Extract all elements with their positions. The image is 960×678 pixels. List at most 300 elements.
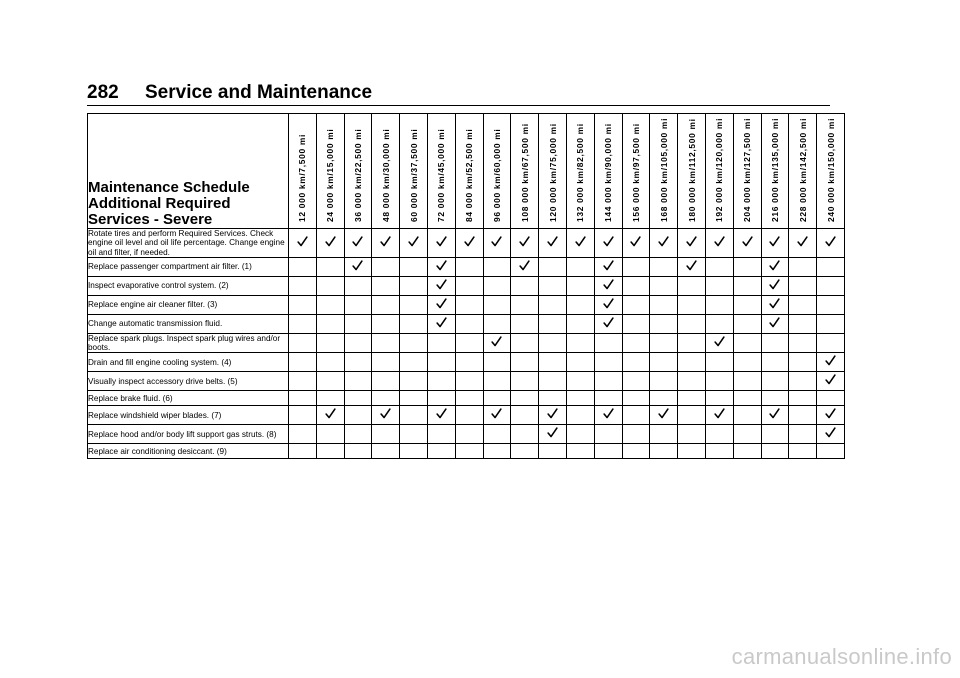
schedule-cell (289, 391, 317, 406)
mileage-column-header (427, 114, 455, 229)
table-body (88, 229, 845, 459)
schedule-cell (761, 353, 789, 372)
schedule-cell (650, 229, 678, 258)
schedule-cell (427, 333, 455, 353)
schedule-cell (372, 276, 400, 295)
schedule-cell (594, 425, 622, 444)
schedule-cell (427, 372, 455, 391)
schedule-cell (650, 257, 678, 276)
service-description: Change automatic transmission fluid. (88, 314, 289, 333)
schedule-cell (511, 276, 539, 295)
check-mark-icon (825, 236, 836, 247)
schedule-cell (566, 333, 594, 353)
schedule-cell (427, 406, 455, 425)
check-mark-icon (380, 408, 391, 419)
schedule-cell (511, 314, 539, 333)
schedule-cell (733, 391, 761, 406)
schedule-cell (622, 391, 650, 406)
schedule-cell (789, 353, 817, 372)
schedule-cell (705, 333, 733, 353)
schedule-cell (566, 314, 594, 333)
schedule-cell (817, 314, 845, 333)
schedule-cell (483, 314, 511, 333)
mileage-column-header (316, 114, 344, 229)
table-row (88, 425, 845, 444)
check-mark-icon (603, 298, 614, 309)
mileage-column-header (817, 114, 845, 229)
check-mark-icon (547, 236, 558, 247)
schedule-cell (427, 229, 455, 258)
check-mark-icon (436, 236, 447, 247)
schedule-cell (678, 333, 706, 353)
page-number: 282 (87, 82, 119, 103)
schedule-cell (594, 372, 622, 391)
schedule-cell (566, 276, 594, 295)
check-mark-icon (297, 236, 308, 247)
schedule-cell (622, 406, 650, 425)
schedule-cell (817, 406, 845, 425)
schedule-cell (817, 295, 845, 314)
schedule-cell (733, 295, 761, 314)
schedule-cell (594, 295, 622, 314)
check-mark-icon (408, 236, 419, 247)
check-mark-icon (436, 317, 447, 328)
schedule-cell (650, 425, 678, 444)
check-mark-icon (352, 236, 363, 247)
schedule-cell (372, 333, 400, 353)
check-mark-icon (603, 279, 614, 290)
table-title-line: Additional Required (88, 195, 231, 212)
schedule-cell (622, 353, 650, 372)
mileage-label: 180 000 km/112,500 mi (686, 118, 697, 222)
schedule-cell (733, 444, 761, 459)
schedule-cell (400, 406, 428, 425)
mileage-label: 216 000 km/135,000 mi (769, 117, 780, 222)
mileage-column-header (789, 114, 817, 229)
schedule-cell (594, 314, 622, 333)
check-mark-icon (325, 236, 336, 247)
maintenance-schedule-table (87, 113, 845, 459)
schedule-cell (372, 257, 400, 276)
table-row (88, 406, 845, 425)
schedule-cell (678, 372, 706, 391)
mileage-label: 24 000 km/15,000 mi (325, 128, 336, 222)
check-mark-icon (491, 408, 502, 419)
schedule-cell (705, 229, 733, 258)
check-mark-icon (603, 408, 614, 419)
mileage-column-header (483, 114, 511, 229)
schedule-cell (427, 295, 455, 314)
schedule-cell (455, 372, 483, 391)
schedule-cell (344, 295, 372, 314)
check-mark-icon (547, 408, 558, 419)
mileage-label: 72 000 km/45,000 mi (436, 128, 447, 222)
schedule-cell (427, 257, 455, 276)
schedule-cell (316, 353, 344, 372)
check-mark-icon (658, 408, 669, 419)
schedule-cell (344, 229, 372, 258)
schedule-cell (733, 406, 761, 425)
table-row (88, 353, 845, 372)
table-row (88, 333, 845, 353)
mileage-column-header (455, 114, 483, 229)
mileage-column-header (622, 114, 650, 229)
schedule-cell (400, 276, 428, 295)
schedule-cell (650, 372, 678, 391)
mileage-label: 240 000 km/150,000 mi (825, 117, 836, 222)
check-mark-icon (464, 236, 475, 247)
schedule-cell (539, 372, 567, 391)
schedule-cell (400, 295, 428, 314)
schedule-cell (789, 314, 817, 333)
table-row (88, 257, 845, 276)
check-mark-icon (714, 336, 725, 347)
schedule-cell (650, 276, 678, 295)
table-title (88, 114, 289, 229)
schedule-cell (789, 276, 817, 295)
schedule-cell (539, 444, 567, 459)
schedule-cell (622, 295, 650, 314)
schedule-cell (372, 406, 400, 425)
service-description: Replace windshield wiper blades. (7) (88, 406, 289, 425)
schedule-cell (400, 425, 428, 444)
check-mark-icon (658, 236, 669, 247)
check-mark-icon (491, 236, 502, 247)
schedule-cell (316, 257, 344, 276)
mileage-column-header (705, 114, 733, 229)
schedule-cell (566, 406, 594, 425)
check-mark-icon (575, 236, 586, 247)
schedule-cell (344, 353, 372, 372)
service-description: Visually inspect accessory drive belts. (5) (88, 372, 289, 391)
schedule-cell (427, 425, 455, 444)
schedule-cell (427, 444, 455, 459)
schedule-cell (316, 295, 344, 314)
schedule-cell (566, 257, 594, 276)
schedule-cell (817, 276, 845, 295)
schedule-cell (789, 295, 817, 314)
mileage-label: 96 000 km/60,000 mi (491, 128, 502, 222)
schedule-cell (566, 295, 594, 314)
check-mark-icon (825, 408, 836, 419)
schedule-cell (761, 314, 789, 333)
schedule-cell (539, 295, 567, 314)
check-mark-icon (436, 260, 447, 271)
schedule-cell (344, 257, 372, 276)
schedule-cell (594, 391, 622, 406)
schedule-cell (622, 314, 650, 333)
page-header (87, 82, 372, 106)
schedule-cell (789, 257, 817, 276)
table-row (88, 372, 845, 391)
schedule-cell (733, 372, 761, 391)
schedule-cell (344, 372, 372, 391)
schedule-cell (789, 425, 817, 444)
schedule-cell (483, 257, 511, 276)
schedule-cell (566, 444, 594, 459)
mileage-column-header (678, 114, 706, 229)
check-mark-icon (603, 260, 614, 271)
schedule-cell (678, 406, 706, 425)
schedule-cell (622, 444, 650, 459)
schedule-cell (344, 406, 372, 425)
schedule-cell (650, 314, 678, 333)
schedule-cell (289, 314, 317, 333)
schedule-cell (372, 353, 400, 372)
check-mark-icon (519, 260, 530, 271)
schedule-cell (761, 276, 789, 295)
schedule-cell (789, 372, 817, 391)
schedule-cell (650, 391, 678, 406)
check-mark-icon (769, 408, 780, 419)
schedule-cell (650, 295, 678, 314)
schedule-cell (705, 444, 733, 459)
check-mark-icon (603, 236, 614, 247)
schedule-cell (705, 257, 733, 276)
schedule-cell (761, 406, 789, 425)
check-mark-icon (380, 236, 391, 247)
check-mark-icon (325, 408, 336, 419)
schedule-cell (427, 391, 455, 406)
schedule-cell (427, 353, 455, 372)
schedule-cell (622, 229, 650, 258)
schedule-cell (511, 295, 539, 314)
schedule-cell (566, 425, 594, 444)
schedule-cell (622, 257, 650, 276)
schedule-cell (455, 229, 483, 258)
mileage-column-header (511, 114, 539, 229)
schedule-cell (650, 333, 678, 353)
schedule-cell (483, 425, 511, 444)
table-header-row (88, 114, 845, 229)
schedule-cell (622, 372, 650, 391)
service-description: Replace hood and/or body lift support gas struts. (8) (88, 425, 289, 444)
mileage-column-header (289, 114, 317, 229)
service-description: Replace air conditioning desiccant. (9) (88, 444, 289, 459)
schedule-cell (705, 406, 733, 425)
schedule-cell (455, 406, 483, 425)
schedule-cell (289, 444, 317, 459)
page-title: Service and Maintenance (145, 82, 373, 103)
schedule-cell (761, 372, 789, 391)
schedule-cell (705, 295, 733, 314)
mileage-label: 144 000 km/90,000 mi (603, 123, 614, 222)
mileage-column-header (372, 114, 400, 229)
check-mark-icon (825, 427, 836, 438)
mileage-column-header (761, 114, 789, 229)
schedule-cell (511, 229, 539, 258)
schedule-cell (566, 229, 594, 258)
schedule-cell (511, 425, 539, 444)
schedule-cell (316, 406, 344, 425)
schedule-cell (678, 314, 706, 333)
schedule-cell (400, 353, 428, 372)
schedule-cell (455, 391, 483, 406)
schedule-cell (372, 295, 400, 314)
table-title-line: Maintenance Schedule (88, 179, 250, 196)
schedule-cell (400, 333, 428, 353)
schedule-cell (483, 295, 511, 314)
schedule-cell (817, 444, 845, 459)
schedule-cell (678, 257, 706, 276)
schedule-cell (789, 229, 817, 258)
schedule-cell (705, 276, 733, 295)
check-mark-icon (436, 279, 447, 290)
schedule-cell (344, 314, 372, 333)
schedule-cell (539, 314, 567, 333)
table-row (88, 295, 845, 314)
mileage-column-header (566, 114, 594, 229)
schedule-cell (400, 257, 428, 276)
schedule-cell (705, 314, 733, 333)
check-mark-icon (352, 260, 363, 271)
mileage-column-header (733, 114, 761, 229)
mileage-label: 204 000 km/127,500 mi (742, 117, 753, 222)
schedule-cell (733, 314, 761, 333)
schedule-cell (733, 276, 761, 295)
watermark: carmanualsonline.info (731, 644, 952, 669)
mileage-label: 48 000 km/30,000 mi (380, 128, 391, 222)
schedule-cell (455, 444, 483, 459)
check-mark-icon (825, 355, 836, 366)
schedule-cell (400, 229, 428, 258)
schedule-cell (789, 444, 817, 459)
mileage-label: 36 000 km/22,500 mi (352, 128, 363, 222)
table-row (88, 444, 845, 459)
check-mark-icon (519, 236, 530, 247)
schedule-cell (289, 257, 317, 276)
schedule-cell (511, 406, 539, 425)
check-mark-icon (769, 298, 780, 309)
schedule-cell (372, 314, 400, 333)
schedule-cell (539, 257, 567, 276)
schedule-cell (817, 257, 845, 276)
schedule-cell (789, 406, 817, 425)
schedule-cell (733, 425, 761, 444)
schedule-cell (622, 425, 650, 444)
schedule-cell (733, 333, 761, 353)
schedule-cell (511, 353, 539, 372)
schedule-cell (539, 425, 567, 444)
mileage-label: 84 000 km/52,500 mi (464, 128, 475, 222)
schedule-cell (539, 333, 567, 353)
schedule-cell (344, 425, 372, 444)
schedule-cell (511, 391, 539, 406)
schedule-cell (789, 333, 817, 353)
schedule-cell (761, 295, 789, 314)
schedule-cell (539, 406, 567, 425)
check-mark-icon (686, 236, 697, 247)
schedule-cell (817, 425, 845, 444)
service-description: Replace engine air cleaner filter. (3) (88, 295, 289, 314)
service-description: Inspect evaporative control system. (2) (88, 276, 289, 295)
schedule-cell (678, 391, 706, 406)
schedule-cell (705, 425, 733, 444)
schedule-cell (344, 276, 372, 295)
check-mark-icon (714, 408, 725, 419)
schedule-cell (344, 391, 372, 406)
service-description: Replace spark plugs. Inspect spark plug wires and/or boots. (88, 333, 289, 353)
schedule-cell (566, 372, 594, 391)
schedule-cell (761, 391, 789, 406)
mileage-column-header (650, 114, 678, 229)
schedule-cell (289, 353, 317, 372)
schedule-cell (289, 229, 317, 258)
schedule-cell (761, 425, 789, 444)
schedule-cell (539, 229, 567, 258)
schedule-cell (511, 372, 539, 391)
schedule-cell (483, 406, 511, 425)
schedule-cell (817, 229, 845, 258)
check-mark-icon (797, 236, 808, 247)
schedule-cell (316, 229, 344, 258)
schedule-cell (400, 444, 428, 459)
schedule-cell (705, 391, 733, 406)
schedule-cell (289, 425, 317, 444)
schedule-cell (372, 391, 400, 406)
schedule-cell (817, 353, 845, 372)
mileage-label: 12 000 km/7,500 mi (297, 133, 308, 222)
header-rule (87, 105, 830, 106)
schedule-cell (594, 333, 622, 353)
schedule-cell (705, 353, 733, 372)
schedule-cell (455, 257, 483, 276)
schedule-cell (372, 229, 400, 258)
schedule-cell (539, 276, 567, 295)
schedule-cell (316, 444, 344, 459)
mileage-column-header (344, 114, 372, 229)
schedule-cell (427, 314, 455, 333)
schedule-cell (455, 333, 483, 353)
schedule-cell (316, 314, 344, 333)
schedule-cell (761, 333, 789, 353)
check-mark-icon (742, 236, 753, 247)
schedule-cell (678, 425, 706, 444)
check-mark-icon (769, 317, 780, 328)
mileage-label: 120 000 km/75,000 mi (547, 123, 558, 222)
mileage-label: 192 000 km/120,000 mi (714, 117, 725, 222)
schedule-cell (594, 444, 622, 459)
check-mark-icon (686, 260, 697, 271)
schedule-cell (316, 372, 344, 391)
table-row (88, 314, 845, 333)
schedule-cell (650, 353, 678, 372)
check-mark-icon (547, 427, 558, 438)
schedule-cell (650, 406, 678, 425)
schedule-cell (594, 229, 622, 258)
schedule-cell (650, 444, 678, 459)
schedule-cell (594, 257, 622, 276)
schedule-cell (483, 333, 511, 353)
schedule-cell (622, 276, 650, 295)
schedule-cell (761, 444, 789, 459)
mileage-column-header (539, 114, 567, 229)
schedule-cell (817, 333, 845, 353)
schedule-cell (594, 276, 622, 295)
schedule-cell (761, 229, 789, 258)
table-row (88, 229, 845, 258)
table-title-line: Services - Severe (88, 211, 213, 228)
mileage-label: 108 000 km/67,500 mi (519, 123, 530, 222)
schedule-cell (678, 353, 706, 372)
schedule-cell (316, 425, 344, 444)
schedule-cell (678, 295, 706, 314)
mileage-column-header (400, 114, 428, 229)
schedule-cell (817, 372, 845, 391)
schedule-cell (400, 372, 428, 391)
mileage-label: 168 000 km/105,000 mi (658, 117, 669, 222)
mileage-label: 132 000 km/82,500 mi (575, 123, 586, 222)
